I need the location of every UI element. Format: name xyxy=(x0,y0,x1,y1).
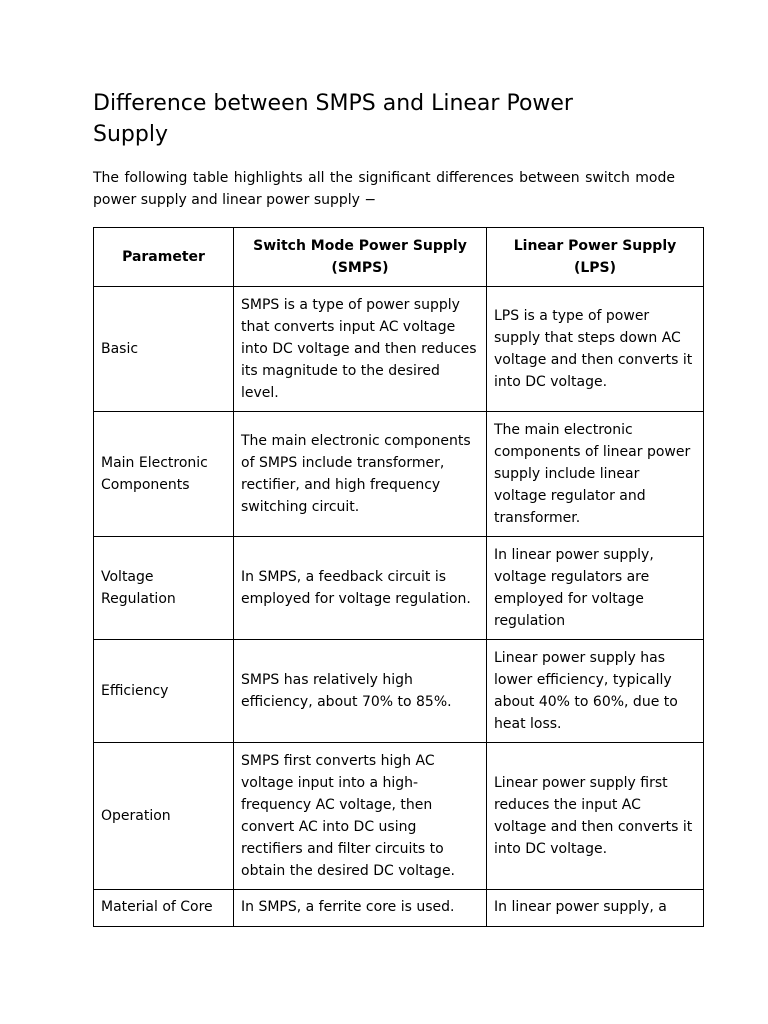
document-page xyxy=(93,88,703,211)
row-parameter: Basic xyxy=(94,287,234,412)
row-lps-cell: Linear power supply first reduces the input AC voltage and then converts it into DC voltage. xyxy=(487,743,704,890)
table-row xyxy=(94,537,704,640)
comparison-table xyxy=(93,227,704,927)
header-smps: Switch Mode Power Supply (SMPS) xyxy=(234,228,487,287)
table-header-row xyxy=(94,228,704,287)
table-row xyxy=(94,287,704,412)
table-row xyxy=(94,640,704,743)
row-smps-cell: SMPS first converts high AC voltage input into a high-frequency AC voltage, then convert AC into DC using rectifiers and filter circuits to obtain the desired DC voltage. xyxy=(234,743,487,890)
row-lps-cell: Linear power supply has lower efficiency, typically about 40% to 60%, due to heat loss. xyxy=(487,640,704,743)
row-parameter: Main Electronic Components xyxy=(94,412,234,537)
row-smps-cell: In SMPS, a feedback circuit is employed for voltage regulation. xyxy=(234,537,487,640)
row-smps-cell: SMPS is a type of power supply that converts input AC voltage into DC voltage and then reduces its magnitude to the desired level. xyxy=(234,287,487,412)
table-row xyxy=(94,412,704,537)
row-parameter: Operation xyxy=(94,743,234,890)
row-smps-cell: The main electronic components of SMPS include transformer, rectifier, and high frequency switching circuit. xyxy=(234,412,487,537)
row-lps-cell: In linear power supply, voltage regulators are employed for voltage regulation xyxy=(487,537,704,640)
row-lps-cell: LPS is a type of power supply that steps down AC voltage and then converts it into DC voltage. xyxy=(487,287,704,412)
row-smps-cell: In SMPS, a ferrite core is used. xyxy=(234,890,487,927)
row-smps-cell: SMPS has relatively high efficiency, about 70% to 85%. xyxy=(234,640,487,743)
row-lps-cell: The main electronic components of linear power supply include linear voltage regulator and transformer. xyxy=(487,412,704,537)
header-lps: Linear Power Supply (LPS) xyxy=(487,228,704,287)
table-row xyxy=(94,743,704,890)
header-parameter: Parameter xyxy=(94,228,234,287)
row-lps-cell: In linear power supply, a xyxy=(487,890,704,927)
row-parameter: Material of Core xyxy=(94,890,234,927)
page-title: Difference between SMPS and Linear Power Supply xyxy=(93,91,573,147)
row-parameter: Efficiency xyxy=(94,640,234,743)
intro-paragraph: The following table highlights all the significant differences between switch mode power supply and linear power supply − xyxy=(93,170,675,208)
table-row xyxy=(94,890,704,927)
row-parameter: Voltage Regulation xyxy=(94,537,234,640)
